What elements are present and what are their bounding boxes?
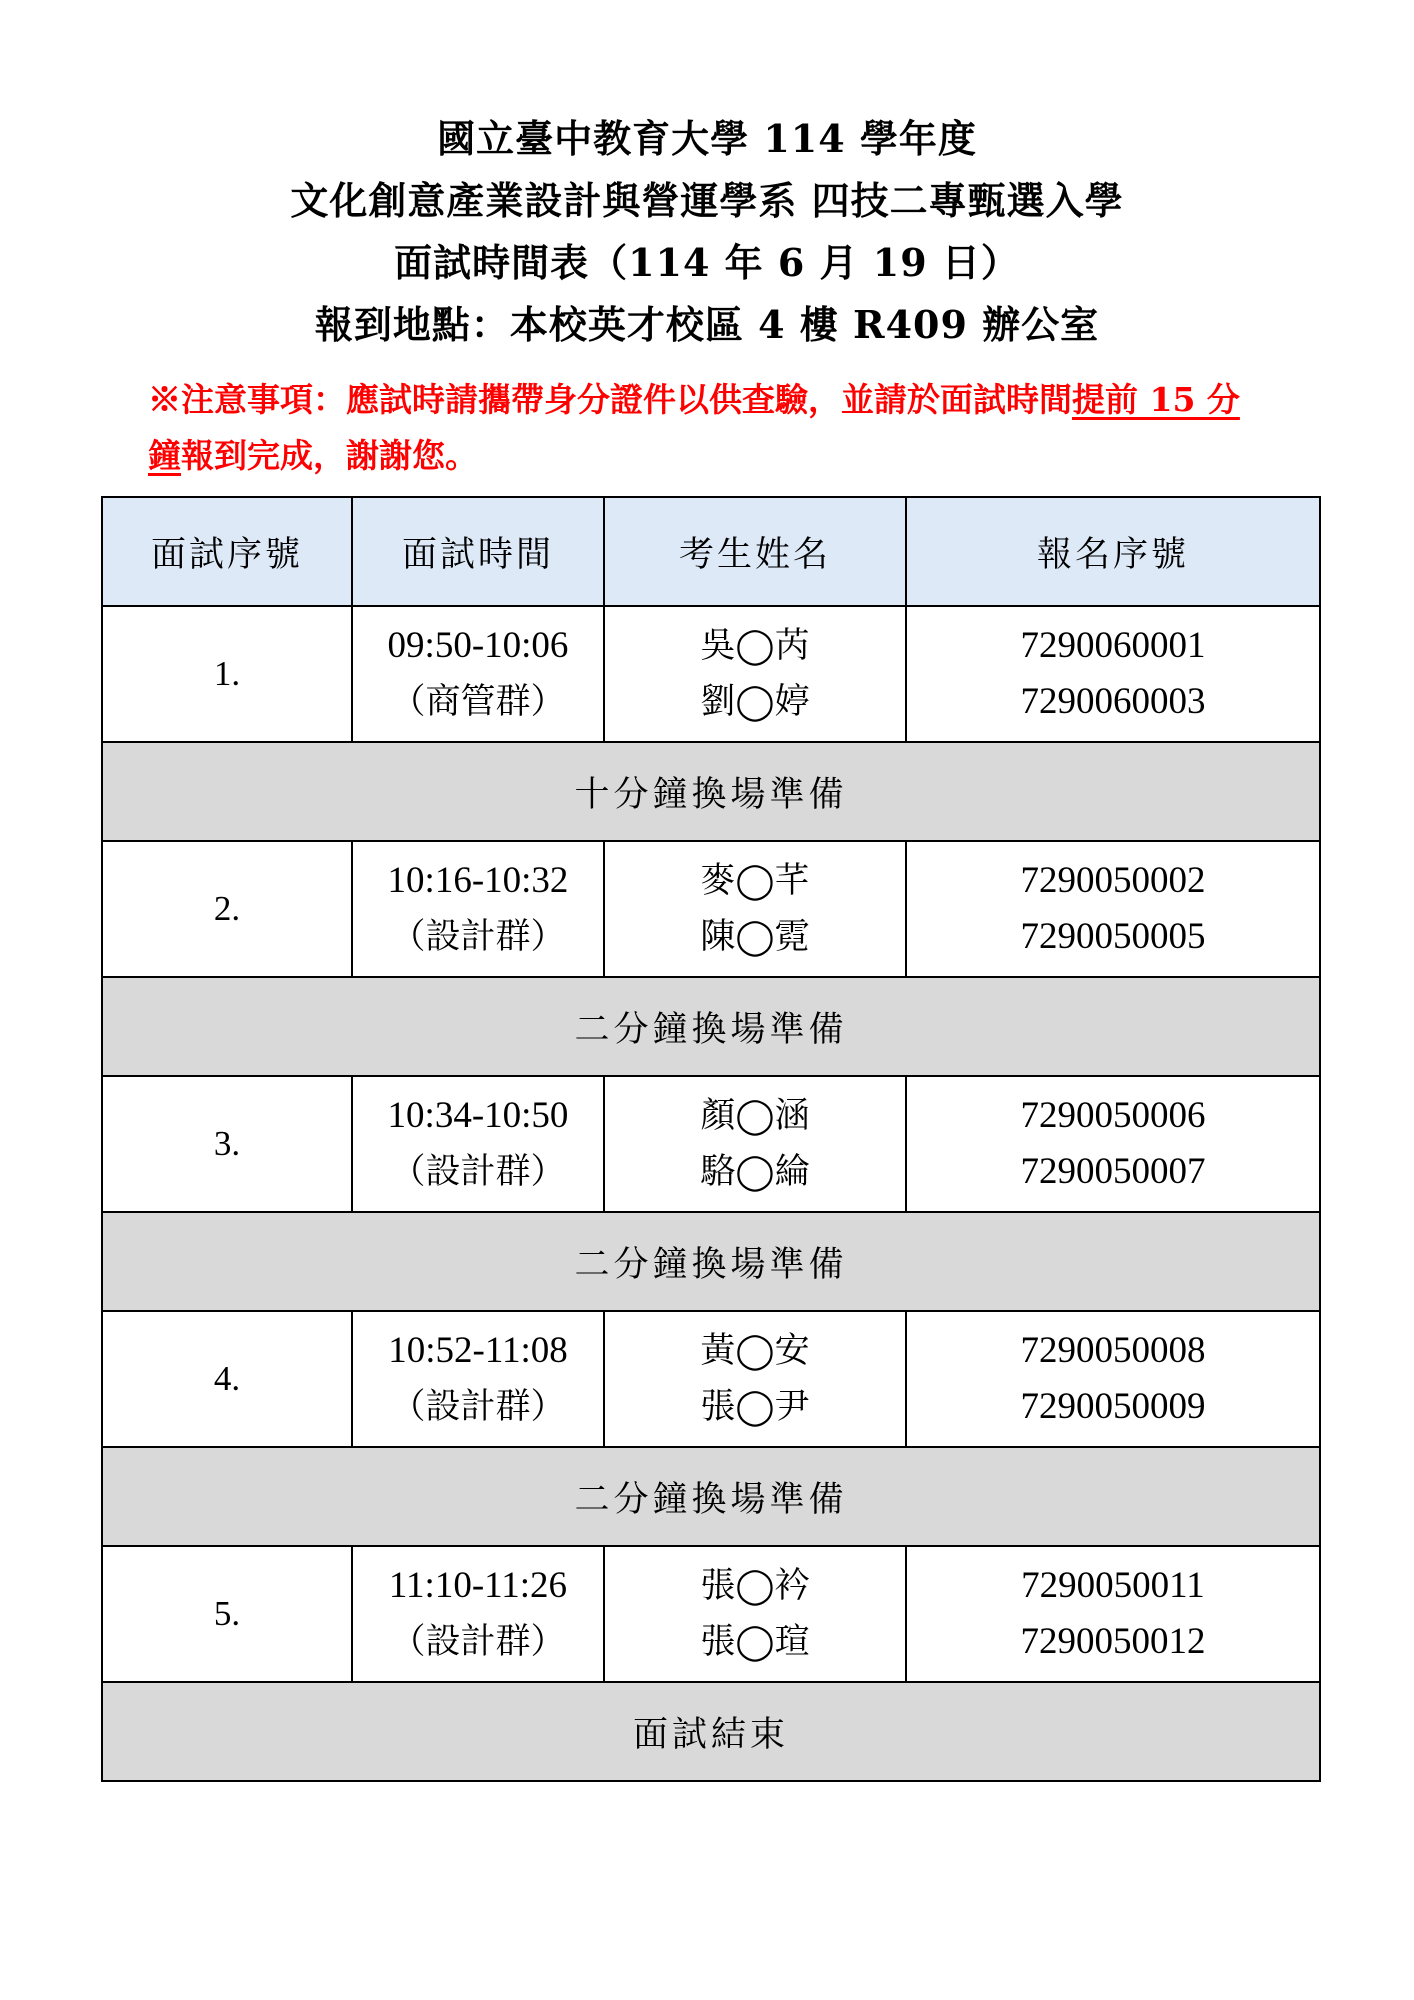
registration-id: 7290060003 — [1020, 681, 1206, 722]
table-row — [102, 1076, 1320, 1212]
candidate-name: 駱◯綸 — [700, 1152, 810, 1192]
candidate-names-cell — [604, 1546, 906, 1682]
break-row — [102, 1212, 1320, 1311]
interview-group: （商管群） — [390, 682, 566, 722]
document-title — [0, 108, 1414, 356]
registration-ids-cell — [906, 606, 1320, 742]
title-department-program: 文化創意產業設計與營運學系 四技二專甄選入學 — [290, 178, 1124, 223]
title-schedule-date: 面試時間表（114 年 6 月 19 日） — [394, 240, 1020, 285]
notice-part2: 報到完成，謝謝您。 — [181, 436, 478, 475]
break-label: 二分鐘換場準備 — [102, 1447, 1320, 1546]
candidate-name: 張◯瑄 — [700, 1622, 810, 1662]
registration-id: 7290050009 — [1020, 1386, 1206, 1427]
registration-id: 7290050007 — [1020, 1151, 1206, 1192]
interview-time-cell — [352, 1546, 604, 1682]
registration-id: 7290060001 — [1020, 625, 1206, 666]
candidate-names-cell — [604, 841, 906, 977]
registration-id: 7290050002 — [1020, 860, 1206, 901]
end-row — [102, 1682, 1320, 1781]
interview-group: （設計群） — [390, 917, 566, 957]
interview-seq: 5. — [102, 1546, 352, 1682]
registration-id: 7290050006 — [1020, 1095, 1206, 1136]
interview-seq: 4. — [102, 1311, 352, 1447]
registration-id: 7290050008 — [1020, 1330, 1206, 1371]
column-header: 面試序號 — [102, 497, 352, 606]
column-header: 面試時間 — [352, 497, 604, 606]
registration-id: 7290050012 — [1020, 1621, 1206, 1662]
registration-id: 7290050005 — [1020, 916, 1206, 957]
break-label: 十分鐘換場準備 — [102, 742, 1320, 841]
candidate-name: 陳◯霓 — [700, 917, 810, 957]
interview-group: （設計群） — [390, 1622, 566, 1662]
table-row — [102, 1311, 1320, 1447]
candidate-name: 吳◯芮 — [700, 626, 810, 666]
interview-schedule-table — [101, 496, 1321, 1782]
candidate-names-cell — [604, 1076, 906, 1212]
candidate-name: 黃◯安 — [700, 1331, 810, 1371]
table-row — [102, 606, 1320, 742]
interview-time: 10:34-10:50 — [387, 1095, 569, 1136]
interview-time-cell — [352, 1076, 604, 1212]
title-university-year: 國立臺中教育大學 114 學年度 — [437, 116, 977, 161]
interview-time-cell — [352, 841, 604, 977]
column-header: 考生姓名 — [604, 497, 906, 606]
interview-seq: 1. — [102, 606, 352, 742]
interview-time: 10:16-10:32 — [387, 860, 569, 901]
interview-group: （設計群） — [390, 1387, 566, 1427]
candidate-name: 張◯尹 — [700, 1387, 810, 1427]
candidate-name: 顏◯涵 — [700, 1096, 810, 1136]
table-row — [102, 841, 1320, 977]
interview-time-cell — [352, 606, 604, 742]
interview-time: 09:50-10:06 — [387, 625, 569, 666]
interview-time: 11:10-11:26 — [388, 1565, 568, 1606]
candidate-name: 劉◯婷 — [700, 682, 810, 722]
interview-time: 10:52-11:08 — [388, 1330, 568, 1371]
candidate-names-cell — [604, 1311, 906, 1447]
break-row — [102, 1447, 1320, 1546]
candidate-name: 張◯衿 — [700, 1566, 810, 1606]
column-header: 報名序號 — [906, 497, 1320, 606]
registration-ids-cell — [906, 1076, 1320, 1212]
interview-time-cell — [352, 1311, 604, 1447]
table-header-row — [102, 497, 1320, 606]
break-row — [102, 742, 1320, 841]
table-row — [102, 1546, 1320, 1682]
registration-ids-cell — [906, 1546, 1320, 1682]
notice-part1: ※注意事項：應試時請攜帶身分證件以供查驗，並請於面試時間 — [148, 380, 1072, 419]
candidate-names-cell — [604, 606, 906, 742]
title-report-location: 報到地點：本校英才校區 4 樓 R409 辦公室 — [314, 302, 1100, 347]
break-label: 二分鐘換場準備 — [102, 1212, 1320, 1311]
notice-text — [148, 372, 1268, 484]
registration-id: 7290050011 — [1021, 1565, 1205, 1606]
break-row — [102, 977, 1320, 1076]
interview-seq: 2. — [102, 841, 352, 977]
registration-ids-cell — [906, 841, 1320, 977]
registration-ids-cell — [906, 1311, 1320, 1447]
interview-group: （設計群） — [390, 1152, 566, 1192]
notice-underlined: 提前 15 分鐘 — [148, 380, 1240, 475]
end-label: 面試結束 — [102, 1682, 1320, 1781]
candidate-name: 麥◯芊 — [700, 861, 810, 901]
interview-seq: 3. — [102, 1076, 352, 1212]
break-label: 二分鐘換場準備 — [102, 977, 1320, 1076]
